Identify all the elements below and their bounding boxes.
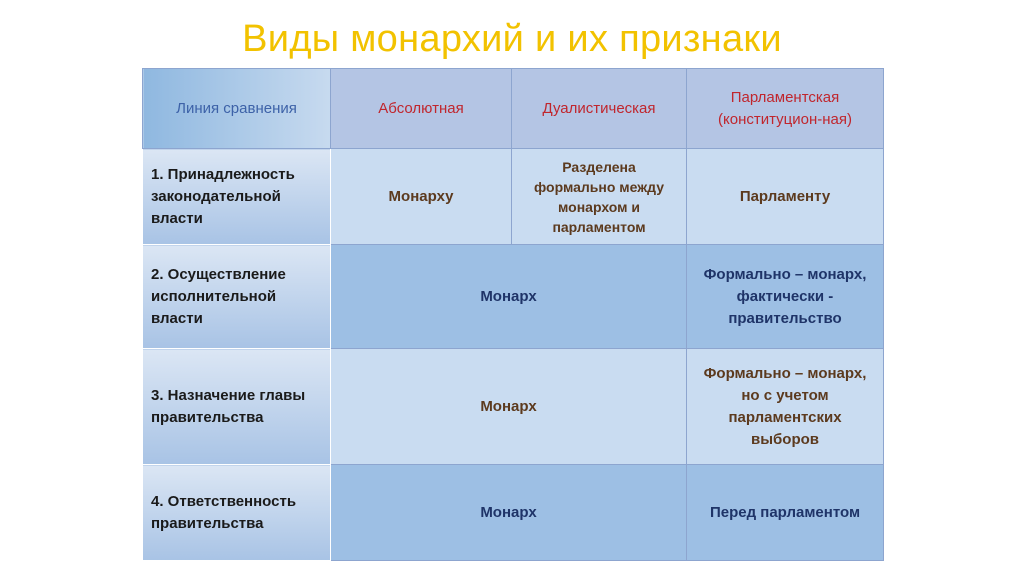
table-row (143, 245, 884, 349)
cell-parliamentary-head-of-government: Формально – монарх, но с учетом парламентских выборов (687, 349, 884, 465)
cell-parliamentary-executive: Формально – монарх, фактически - правительство (687, 245, 884, 349)
header-dualistic: Дуалистическая (512, 69, 687, 149)
row-label-executive: 2. Осуществление исполнительной власти (143, 245, 331, 349)
table-row (143, 149, 884, 245)
cell-absolute-dualistic-executive: Монарх (331, 245, 687, 349)
cell-parliamentary-legislative: Парламенту (687, 149, 884, 245)
row-label-head-of-government: 3. Назначение главы правительства (143, 349, 331, 465)
cell-absolute-legislative: Монарху (331, 149, 512, 245)
header-comparison: Линия сравнения (143, 69, 331, 149)
cell-parliamentary-responsibility: Перед парламентом (687, 465, 884, 561)
slide-title: Виды монархий и их признаки (242, 18, 782, 60)
cell-absolute-dualistic-head-of-government: Монарх (331, 349, 687, 465)
monarchy-comparison-table (142, 68, 884, 561)
comparison-table-container (142, 68, 883, 560)
table-header-row (143, 69, 884, 149)
header-parliamentary: Парламентская (конституцион-ная) (687, 69, 884, 149)
cell-dualistic-legislative: Разделена формально между монархом и парламентом (512, 149, 687, 245)
cell-absolute-dualistic-responsibility: Монарх (331, 465, 687, 561)
header-absolute: Абсолютная (331, 69, 512, 149)
table-row (143, 465, 884, 561)
row-label-responsibility: 4. Ответственность правительства (143, 465, 331, 561)
table-row (143, 349, 884, 465)
row-label-legislative: 1. Принадлежность законодательной власти (143, 149, 331, 245)
